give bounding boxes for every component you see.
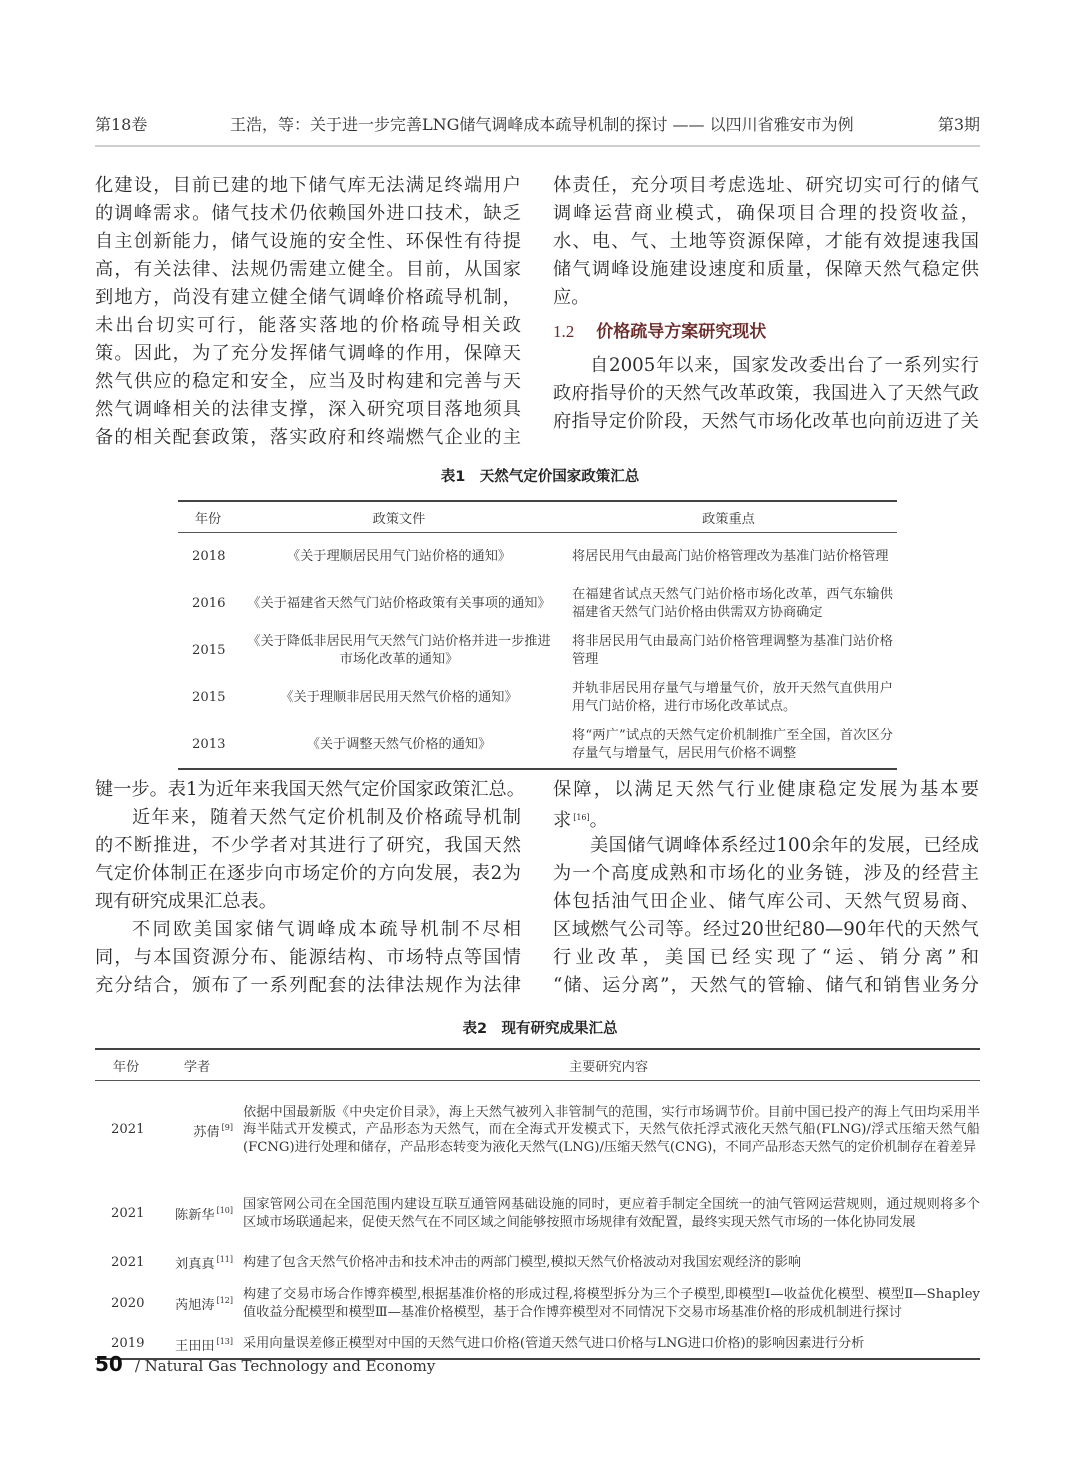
col-header-author: 学者 <box>157 1049 237 1081</box>
line-text: 充分结合，颁布了一系列配套的法律法规作为法律 <box>95 975 521 996</box>
policy-table <box>178 500 897 770</box>
line-text: 应。 <box>553 287 590 308</box>
section-title: 价格疏导方案研究现状 <box>596 322 767 342</box>
citation-ref: [16] <box>573 813 590 822</box>
line-text: 现有研究成果汇总表。 <box>95 891 277 912</box>
text-line <box>553 916 979 944</box>
cell-year: 2015 <box>192 689 226 705</box>
citation-ref: [11] <box>216 1255 233 1265</box>
text-line <box>95 368 521 396</box>
upper-right-column <box>553 172 979 436</box>
cell-year: 2013 <box>192 736 226 752</box>
cell-year: 2021 <box>111 1205 145 1221</box>
cell-author <box>157 1277 237 1331</box>
citation-ref: [12] <box>216 1296 233 1306</box>
table-row <box>95 1179 980 1249</box>
running-title: 王浩，等：关于进一步完善LNG储气调峰成本疏导机制的探讨 —— 以四川省雅安市为例 <box>230 115 854 134</box>
line-text: 然气供应的稳定和安全，应当及时构建和完善与天 <box>95 371 521 392</box>
cell-author <box>157 1249 237 1277</box>
author-name: 刘真真 <box>175 1257 215 1273</box>
cell-focus: 将居民用气由最高门站价格管理改为基准门站价格管理 <box>572 548 889 564</box>
line-text: 府指导定价阶段，天然气市场化改革也向前迈进了关 <box>553 411 979 432</box>
cell-focus: 在福建省试点天然气门站价格市场化改革，西气东输供福建省天然气门站价格由供需双方协商确定 <box>572 586 893 620</box>
line-text: 的调峰需求。储气技术仍依赖国外进口技术，缺乏 <box>95 203 521 224</box>
table1-caption: 表1 天然气定价国家政策汇总 <box>440 469 640 485</box>
line-text: 到地方，尚没有建立健全储气调峰价格疏导机制， <box>95 287 521 308</box>
cell-content: 国家管网公司在全国范围内建设互联互通管网基础设施的同时，更应着手制定全国统一的油气管网运营规则，通过规则将多个区域市场联通起来，促使天然气在不同区域之间能够按照市场规律有效配置，最终实现天然气市场的一体化协同发展 <box>243 1197 980 1230</box>
citation-ref: [10] <box>216 1206 233 1216</box>
table-row <box>95 1081 980 1179</box>
cell-focus: 将非居民用气由最高门站价格管理调整为基准门站价格管理 <box>572 633 893 667</box>
line-text: 调峰运营商业模式，确保项目合理的投资收益， <box>553 203 979 224</box>
table-row <box>178 533 897 581</box>
text-line <box>95 312 521 340</box>
col-header-content: 主要研究内容 <box>237 1049 980 1081</box>
cell-document: 《关于降低非居民用气天然气门站价格并进一步推进市场化改革的通知》 <box>247 633 551 667</box>
text-line <box>95 944 521 972</box>
cell-year: 2021 <box>111 1254 145 1270</box>
lower-left-column <box>95 776 525 1000</box>
text-line <box>553 972 979 1000</box>
col-header-year: 年份 <box>95 1049 157 1081</box>
journal-name: / Natural Gas Technology and Economy <box>134 1357 436 1375</box>
cell-content: 构建了包含天然气价格冲击和技术冲击的两部门模型,模拟天然气价格波动对我国宏观经济的影响 <box>243 1254 802 1270</box>
text-line <box>95 832 521 860</box>
author-name: 陈新华 <box>175 1208 215 1224</box>
line-text: 为一个高度成熟和市场化的业务链，涉及的经营主 <box>553 863 979 884</box>
table-row <box>95 1277 980 1331</box>
text-line <box>95 804 521 832</box>
author-name: 苏倩 <box>193 1124 220 1140</box>
text-line <box>95 396 521 424</box>
cell-content: 采用向量误差修正模型对中国的天然气进口价格(管道天然气进口价格与LNG进口价格)的影响因素进行分析 <box>243 1336 865 1352</box>
cell-author <box>157 1179 237 1249</box>
cell-year: 2015 <box>192 642 226 658</box>
volume-label: 第18卷 <box>95 115 148 134</box>
text-line <box>553 380 979 408</box>
cell-year: 2020 <box>111 1295 145 1311</box>
paragraph-block <box>553 172 979 312</box>
text-line <box>95 916 521 944</box>
text-line <box>95 972 521 1000</box>
line-text: 气定价体制正在逐步向市场定价的方向发展，表2为 <box>95 863 521 884</box>
citation-ref: [13] <box>216 1336 233 1346</box>
line-text: 键一步。表1为近年来我国天然气定价国家政策汇总。 <box>95 779 525 800</box>
author-name: 王田田 <box>175 1338 215 1354</box>
cell-year: 2021 <box>111 1122 145 1137</box>
section-heading <box>553 312 979 352</box>
table-row <box>95 1249 980 1277</box>
cell-document: 《关于理顺居民用气门站价格的通知》 <box>286 548 512 564</box>
line-text: 美国储气调峰体系经过100余年的发展，已经成 <box>590 835 979 856</box>
text-line <box>553 832 979 860</box>
line-text: 高，有关法律、法规仍需建立健全。目前，从国家 <box>95 259 521 280</box>
line-text: 然气调峰相关的法律支撑，深入研究项目落地须具 <box>95 399 521 420</box>
header-divider <box>95 145 980 147</box>
line-text: 体责任，充分项目考虑选址、研究切实可行的储气 <box>553 175 979 196</box>
line-text: 策。因此，为了充分发挥储气调峰的作用，保障天 <box>95 343 521 364</box>
lower-right-column <box>553 776 979 1000</box>
text-line <box>553 284 979 312</box>
section-number: 1.2 <box>553 322 575 341</box>
line-text: 水、电、气、土地等资源保障，才能有效提速我国 <box>553 231 979 252</box>
text-line <box>95 340 521 368</box>
text-line <box>553 888 979 916</box>
table-row <box>178 627 897 674</box>
cell-year: 2019 <box>111 1336 145 1352</box>
line-text: 行业改革，美国已经实现了“运、销分离”和 <box>553 947 979 968</box>
cell-content: 构建了交易市场合作博弈模型,根据基准价格的形成过程,将模型拆分为三个子模型,即模型Ⅰ—收益优化模型、模型Ⅱ—Shapley值收益分配模型和模型Ⅲ—基准价格模型，基于合作博弈模型对不同情况下交易市场基准价格的形成机制进行探讨 <box>243 1287 980 1320</box>
line-text: 区域燃气公司等。经过20世纪80—90年代的天然气 <box>553 919 979 940</box>
citation-ref: [9] <box>221 1122 233 1132</box>
table-row <box>178 721 897 769</box>
cell-content: 依据中国最新版《中央定价目录》，海上天然气被列入非管制气的范围，实行市场调节价。目前中国已投产的海上气田均采用半海半陆式开发模式，产品形态为天然气，而在全海式开发模式下，天然气依托浮式液化天然气船(FLNG)/浮式压缩天然气船(FCNG)进行处理和储存，产品形态转变为液化天然气(LNG)/压缩天然气(CNG)，不同产品形态天然气的定价机制存在着差异 <box>243 1104 980 1155</box>
issue-label: 第3期 <box>937 115 980 134</box>
line-text: 储气调峰设施建设速度和质量，保障天然气稳定供 <box>553 259 979 280</box>
line-text: 近年来，随着天然气定价机制及价格疏导机制 <box>132 807 521 828</box>
paragraph-block <box>553 352 979 436</box>
page-number: 50 <box>95 1352 123 1376</box>
table-row <box>178 674 897 721</box>
text-line <box>553 228 979 256</box>
text-line <box>95 860 521 888</box>
upper-left-column <box>95 172 521 452</box>
text-line <box>553 860 979 888</box>
text-line <box>95 200 521 228</box>
line-text: 同，与本国资源分布、能源结构、市场特点等国情 <box>95 947 521 968</box>
author-name: 芮旭涛 <box>175 1298 215 1314</box>
cell-document: 《关于理顺非居民用天然气价格的通知》 <box>280 689 518 705</box>
research-table <box>95 1048 980 1360</box>
cell-year: 2018 <box>192 548 226 564</box>
line-text: 备的相关配套政策，落实政府和终端燃气企业的主 <box>95 427 521 448</box>
text-line <box>95 284 521 312</box>
text-line <box>95 256 521 284</box>
line-text: 。 <box>589 810 608 831</box>
line-text: 保障，以满足天然气行业健康稳定发展为基本要 <box>553 779 979 800</box>
cell-author <box>157 1081 237 1179</box>
page-footer <box>95 1352 435 1376</box>
text-line <box>95 776 525 804</box>
table-row <box>178 580 897 627</box>
col-header-document: 政策文件 <box>238 501 560 533</box>
line-text: 政府指导价的天然气改革政策，我国进入了天然气政 <box>553 383 979 404</box>
cell-focus: 将“两广”试点的天然气定价机制推广至全国，首次区分存量气与增量气，居民用气价格不调整 <box>572 727 893 761</box>
text-line <box>553 256 979 284</box>
line-text: 自2005年以来，国家发改委出台了一系列实行 <box>590 355 979 376</box>
line-text: 体包括油气田企业、储气库公司、天然气贸易商、 <box>553 891 979 912</box>
text-line <box>553 944 979 972</box>
text-line <box>553 776 979 804</box>
line-text: 未出台切实可行，能落实落地的价格疏导相关政 <box>95 315 521 336</box>
text-line <box>95 228 521 256</box>
text-line <box>553 408 979 436</box>
cell-document: 《关于福建省天然气门站价格政策有关事项的通知》 <box>247 595 551 611</box>
cell-document: 《关于调整天然气价格的通知》 <box>306 736 492 752</box>
text-line <box>553 352 979 380</box>
text-line <box>95 172 521 200</box>
cell-year: 2016 <box>192 595 226 611</box>
text-line <box>553 172 979 200</box>
line-text: 自主创新能力，储气设施的安全性、环保性有待提 <box>95 231 521 252</box>
text-line <box>553 804 979 832</box>
text-line <box>95 888 521 916</box>
table2-caption: 表2 现有研究成果汇总 <box>462 1021 618 1037</box>
line-text: 不同欧美国家储气调峰成本疏导机制不尽相 <box>132 919 521 940</box>
line-text: 的不断推进，不少学者对其进行了研究，我国天然 <box>95 835 521 856</box>
line-text: 求 <box>553 810 572 831</box>
line-text: “储、运分离”，天然气的管输、储气和销售业务分 <box>553 975 979 996</box>
col-header-year: 年份 <box>178 501 238 533</box>
line-text: 化建设，目前已建的地下储气库无法满足终端用户 <box>95 175 521 196</box>
cell-focus: 并轨非居民用存量气与增量气价，放开天然气直供用户用气门站价格，进行市场化改革试点。 <box>572 680 893 714</box>
text-line <box>553 200 979 228</box>
col-header-focus: 政策重点 <box>560 501 897 533</box>
text-line <box>95 424 521 452</box>
